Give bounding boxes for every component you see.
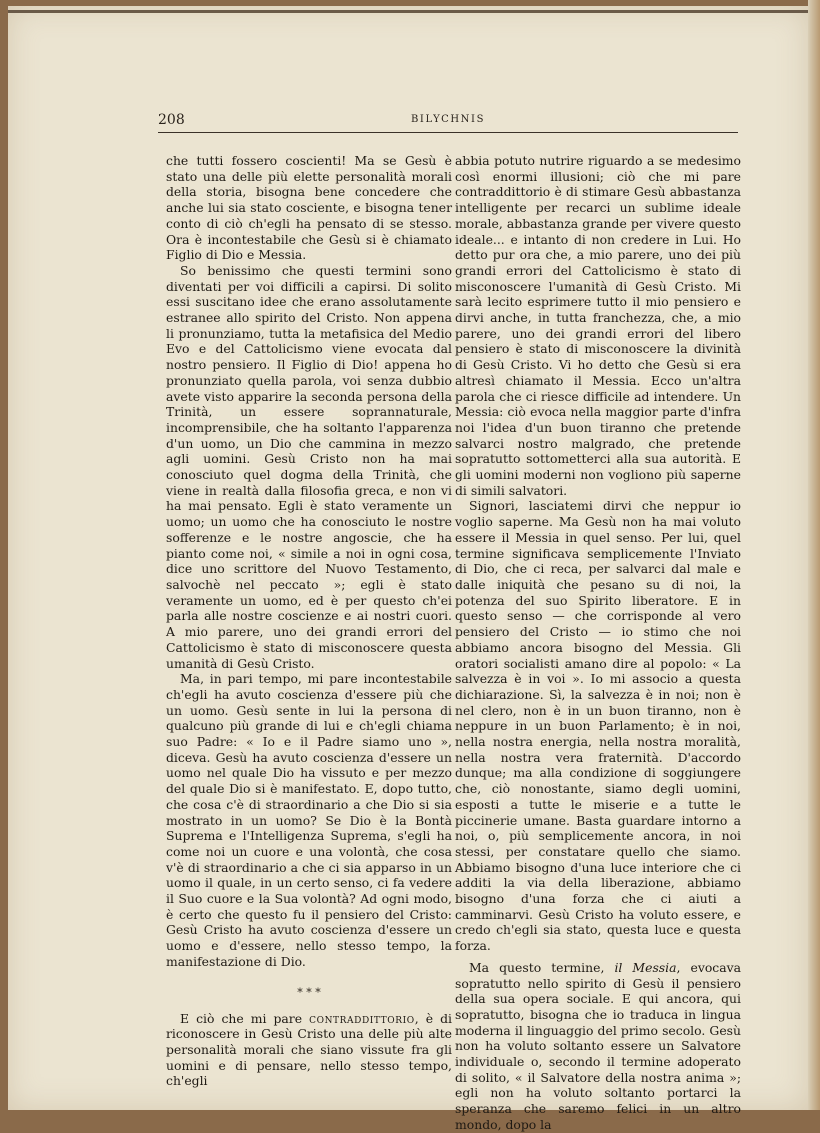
paragraph-text: Ma questo termine, — [469, 959, 615, 975]
right-column — [455, 153, 741, 1133]
running-title: BILYCHNIS — [410, 114, 486, 125]
paragraph: che tutti fossero coscienti! Ma se Gesù è stato una delle più elette personalità morali della storia, bisogna bene concedere che anche lui sia stato cosciente, e bisogna tener conto di ciò ch'egli ha pensato di se stesso. Ora è incontestabile che Gesù si è chiamato Figlio di Dio e Messia. — [166, 153, 452, 263]
paragraph: So benissimo che questi termini sono diventati per voi difficili a capirsi. Di solito essi suscitano idee che erano assolutamente estranee allo spirito del Cristo. Non appena li pronunziamo, tutta la metafisica del Medio Evo e del Cattolicismo viene evocata dal nostro pensiero. Il Figlio di Dio! appena ho pronunziato quella parola, voi senza dubbio avete visto apparire la seconda persona della Trinità, un essere soprannaturale, incomprensibile, che ha soltanto l'apparenza d'un uomo, un Dio che cammina in mezzo agli uomini. Gesù Cristo non ha mai conosciuto quel dogma della Trinità, che viene in realtà dalla filosofia greca, e non vi ha mai pensato. Egli è stato veramente un uomo; un uomo che ha conosciuto le nostre sofferenze e le nostre angoscie, che ha pianto come noi, « simile a noi in ogni cosa, dice uno scrittore del Nuovo Testamento, salvochè nel peccato »; egli è stato veramente un uomo, ed è per questo ch'ei parla alle nostre coscienze e ai nostri cuori. A mio parere, uno dei grandi errori del Cattolicismo è stato di misconoscere questa umanità di Gesù Cristo. — [166, 262, 452, 671]
top-edge-rule — [8, 10, 808, 13]
left-column — [166, 153, 452, 1089]
page-number: 208 — [158, 112, 185, 128]
emphasized-word: contraddittorio — [309, 1010, 415, 1026]
section-separator: * * * — [297, 985, 321, 999]
paragraph: abbia potuto nutrire riguardo a se medesimo così enormi illusioni; ciò che mi pare contraddittorio è di stimare Gesù abbastanza intelligente per recarci un sublime ideale morale, abbastanza grande per vivere questo ideale... e intanto di non credere in Lui. Ho detto pur ora che, a mio parere, uno dei più grandi errori del Cattolicismo è stato di misconoscere l'umanità di Gesù Cristo. Mi sarà lecito esprimere tutto il mio pensiero e dirvi anche, in tutta franchezza, che, a mio parere, uno dei grandi errori del libero pensiero è stato di misconoscere la divinità di Gesù Cristo. Vi ho detto che Gesù si era altresì chiamato il Messia. Ecco un'altra parola che ci riesce difficile ad intendere. Un Messia: ciò evoca nella maggior parte d'infra noi l'idea d'un buon tiranno che pretende salvarci nostro malgrado, che pretende sopratutto sottometterci alla sua autorità. E gli uomini moderni non vogliono più saperne di simili salvatori. — [455, 153, 741, 498]
paragraph-text: , è di riconoscere in Gesù Cristo una delle più alte personalità morali che siano vissute fra gli uomini e di pensare, nello stesso tempo, ch'egli — [166, 1010, 453, 1089]
paragraph — [166, 1011, 452, 1090]
paragraph-text: , evocava sopratutto nello spirito di Gesù il pensiero della sua opera sociale. E qui ancora, qui sopratutto, bisogna che io traduca in lingua moderna il linguaggio del primo secolo. Gesù non ha voluto soltanto essere un Salvatore individuale o, secondo il termine adoperato di solito, « il Salvatore della nostra anima »; egli non ha voluto soltanto portarci la speranza che saremo felici in un altro mondo, dopo la — [455, 959, 742, 1132]
page-edge — [808, 0, 820, 1110]
paragraph-text: E ciò che mi pare — [180, 1010, 310, 1026]
paragraph: Signori, lasciatemi dirvi che neppur io voglio saperne. Ma Gesù non ha mai voluto essere il Messia in quel senso. Per lui, quel termine significava semplicemente l'Inviato di Dio, che ci reca, per salvarci dal male e dalle iniquità che pesano su di noi, la potenza del suo Spirito liberatore. E in questo senso — che corrisponde al vero pensiero del Cristo — io stimo che noi abbiamo ancora bisogno del Messia. Gli oratori socialisti amano dire al popolo: « La salvezza è in voi ». Io mi associo a questa dichiarazione. Sì, la salvezza è in noi; non è nel clero, non è in un buon tiranno, non è neppure in un buon Parlamento; è in noi, nella nostra energia, nella nostra moralità, nella nostra vera fraternità. D'accordo dunque; ma alla condizione di soggiungere che, ciò nonostante, siamo degli uomini, esposti a tutte le miserie e a tutte le piccinerie umane. Basta guardare intorno a noi, o, più semplicemente ancora, in noi stessi, per constatare quello che siamo. Abbiamo bisogno d'una luce interiore che ci additi la via della liberazione, abbiamo bisogno d'una forza che ci aiuti a camminarvi. Gesù Cristo ha voluto essere, e credo ch'egli sia stato, questa luce e questa forza. — [455, 498, 741, 954]
italic-term: il Messia — [614, 959, 677, 975]
page-header — [158, 110, 738, 133]
paragraph — [455, 960, 741, 1133]
paragraph: Ma, in pari tempo, mi pare incontestabile ch'egli ha avuto coscienza d'essere più che un uomo. Gesù sente in lui la persona di qualcuno più grande di lui e ch'egli chiama suo Padre: « Io e il Padre siamo uno », diceva. Gesù ha avuto coscienza d'essere un uomo nel quale Dio ha vissuto e per mezzo del quale Dio si è manifestato. E, dopo tutto, che cosa c'è di straordinario a che Dio si sia mostrato in un uomo? Se Dio è la Bontà Suprema e l'Intelligenza Suprema, s'egli ha come noi un cuore e una volontà, che cosa v'è di straordinario a che ci sia apparso in un uomo il quale, in un certo senso, ci fa vedere il Suo cuore e la Sua volontà? Ad ogni modo, è certo che questo fu il pensiero del Cristo: Gesù Cristo ha avuto coscienza d'essere un uomo e d'essere, nello stesso tempo, la manifestazione di Dio. — [166, 671, 452, 969]
book-page — [8, 6, 808, 1132]
